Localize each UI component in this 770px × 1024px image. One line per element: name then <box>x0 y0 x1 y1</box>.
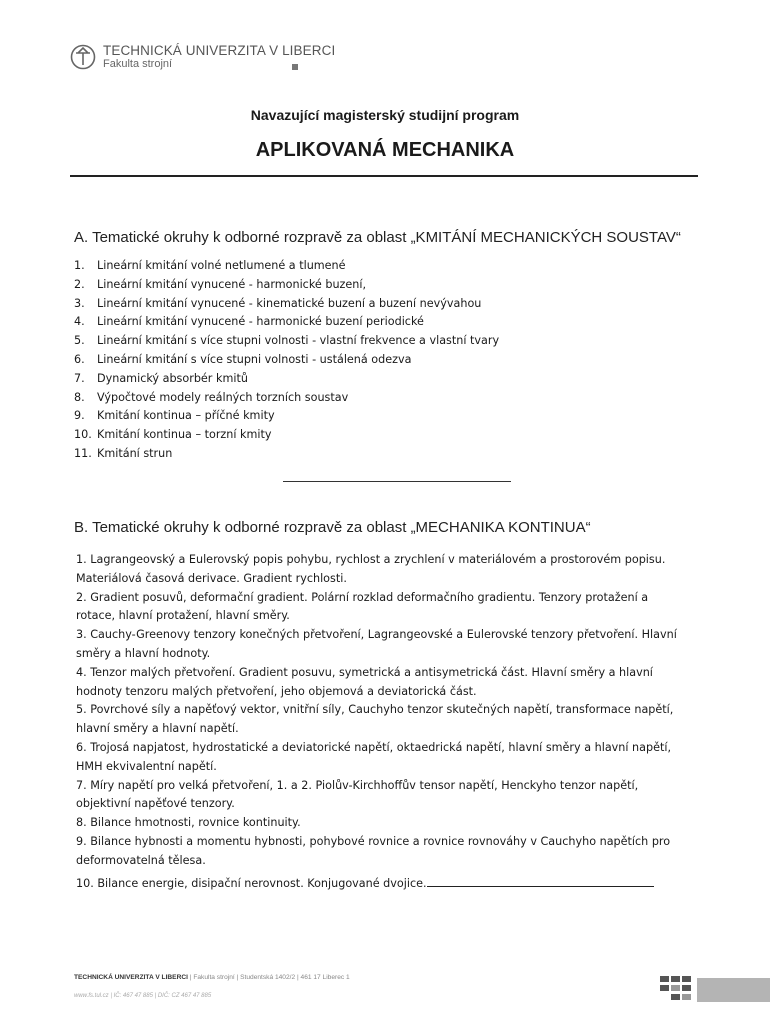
topic-item <box>74 313 499 332</box>
topic-item-continuation: směry a hlavní hodnoty. <box>76 646 211 660</box>
footer-street: Studentská 1402/2 <box>240 974 296 981</box>
topic-number: 1. <box>74 259 85 272</box>
topic-item <box>74 276 499 295</box>
topic-number: 3. <box>74 296 85 310</box>
title-divider <box>70 175 698 177</box>
topic-text: 10. Bilance energie, disipační nerovnost. Konjugované dvojice. <box>76 876 427 890</box>
topic-item-continuation: HMH ekvivalentní napětí. <box>76 759 217 773</box>
footer-address <box>74 974 350 981</box>
topic-text: Lineární kmitání vynucené - harmonické buzení periodické <box>97 315 424 329</box>
topic-text: Lineární kmitání s více stupni volnosti - vlastní frekvence a vlastní tvary <box>97 334 500 348</box>
topic-number: 10. <box>74 428 92 442</box>
topic-number: 7. <box>74 371 85 385</box>
section-b-heading: B. Tematické okruhy k odborné rozpravě za oblast „MECHANIKA KONTINUA“ <box>74 519 591 536</box>
topic-item-continuation: hodnoty tenzoru malých přetvoření, jeho objemová a deviatorická část. <box>76 684 477 698</box>
topic-number: 4. <box>74 315 85 329</box>
topic-item: 3. Cauchy-Greenovy tenzory konečných přetvoření, Lagrangeovské a Eulerovské tenzory přetvoření. Hlavní <box>76 628 677 642</box>
topic-text: Lineární kmitání s více stupni volnosti - ustálená odezva <box>97 352 412 366</box>
tul-logo-icon <box>70 44 96 70</box>
footer-separator: | <box>295 974 301 981</box>
topic-item: 1. Lagrangeovský a Eulerovský popis pohybu, rychlost a zrychlení v materiálovém a prostorovém popisu. <box>76 553 666 566</box>
topic-item-continuation: rotace, hlavní protažení, hlavní směry. <box>76 609 290 623</box>
topic-item: 6. Trojosá napjatost, hydrostatické a deviatorické napětí, oktaedrická napětí, hlavní směry a hlavní napětí, <box>76 740 672 754</box>
footer-org: TECHNICKÁ UNIVERZITA V LIBERCI <box>74 974 188 981</box>
footer-web-line: www.fs.tul.cz | IČ: 467 47 885 | DIČ: CZ 467 47 885 <box>74 993 212 999</box>
topic-item: 4. Tenzor malých přetvoření. Gradient posuvu, symetrická a antisymetrická část. Hlavní směry a hlavní <box>76 665 653 679</box>
footer-separator: | <box>234 974 241 981</box>
section-a-heading: A. Tematické okruhy k odborné rozpravě za oblast „KMITÁNÍ MECHANICKÝCH SOUSTAV“ <box>74 229 681 246</box>
section-a-list <box>74 257 499 464</box>
topic-text: Výpočtové modely reálných torzních soustav <box>97 390 349 404</box>
footer-gray-bar <box>697 978 770 1002</box>
topic-item: 9. Bilance hybnosti a momentu hybnosti, pohybové rovnice a rovnice rovnováhy v Cauchyho napětích pro <box>76 834 671 848</box>
topic-number: 8. <box>74 390 85 404</box>
topic-text: Kmitání kontinua – torzní kmity <box>97 428 272 442</box>
topic-item <box>76 875 716 894</box>
topic-text: Lineární kmitání volné netlumené a tlumené <box>97 259 346 272</box>
topic-item <box>74 370 499 389</box>
topic-item: 2. Gradient posuvů, deformační gradient. Polární rozklad deformačního gradientu. Tenzory protažení a <box>76 590 649 604</box>
topic-item <box>74 332 499 351</box>
logo-square-icon <box>292 64 298 70</box>
topic-text: Kmitání strun <box>97 446 173 460</box>
university-logo <box>70 44 335 71</box>
topic-item: 8. Bilance hmotnosti, rovnice kontinuity. <box>76 816 301 830</box>
topic-item <box>74 389 499 408</box>
topic-text: Dynamický absorbér kmitů <box>97 371 248 385</box>
footer-separator: | <box>187 974 194 981</box>
topic-item <box>74 295 499 314</box>
topic-item <box>74 426 499 445</box>
topic-number: 5. <box>74 334 85 348</box>
footer-faculty: Fakulta strojní <box>193 974 235 981</box>
topic-item <box>74 407 499 426</box>
topic-number: 6. <box>74 352 85 366</box>
document-title: APLIKOVANÁ MECHANIKA <box>255 139 515 161</box>
logo-text <box>103 44 335 71</box>
faculty-name: Fakulta strojní <box>103 58 173 70</box>
section-b-list <box>76 551 716 893</box>
program-line: Navazující magisterský studijní program <box>250 107 520 123</box>
topic-text: Kmitání kontinua – příčné kmity <box>97 409 275 423</box>
topic-item-continuation: objektivní napěťové tenzory. <box>76 797 235 811</box>
topic-text: Lineární kmitání vynucené - kinematické buzení a buzení nevývahou <box>97 296 482 310</box>
topic-number: 2. <box>74 277 85 291</box>
topic-item <box>74 257 499 276</box>
tul-footer-mark-icon <box>660 976 692 1000</box>
topic-item <box>74 351 499 370</box>
topic-item: 5. Povrchové síly a napěťový vektor, vnitřní síly, Cauchyho tenzor skutečných napětí, transformace napětí, <box>76 703 674 717</box>
section-divider <box>283 481 511 482</box>
topic-item: 7. Míry napětí pro velká přetvoření, 1. a 2. Piolův-Kirchhoffův tensor napětí, Henckyho tenzor napětí, <box>76 778 639 792</box>
topic-item <box>74 445 499 464</box>
signature-blank-line <box>427 875 654 887</box>
university-name: TECHNICKÁ UNIVERZITA V LIBERCI <box>103 43 336 58</box>
topic-item-continuation: Materiálová časová derivace. Gradient rychlosti. <box>76 571 347 585</box>
topic-item-continuation: deformovatelná tělesa. <box>76 853 206 867</box>
topic-text: Lineární kmitání vynucené - harmonické buzení, <box>97 277 367 291</box>
topic-item-continuation: hlavní směry a hlavní napětí. <box>76 722 239 736</box>
footer-postal: 461 17 Liberec 1 <box>300 974 350 981</box>
topic-number: 11. <box>74 446 92 460</box>
topic-number: 9. <box>74 409 85 423</box>
